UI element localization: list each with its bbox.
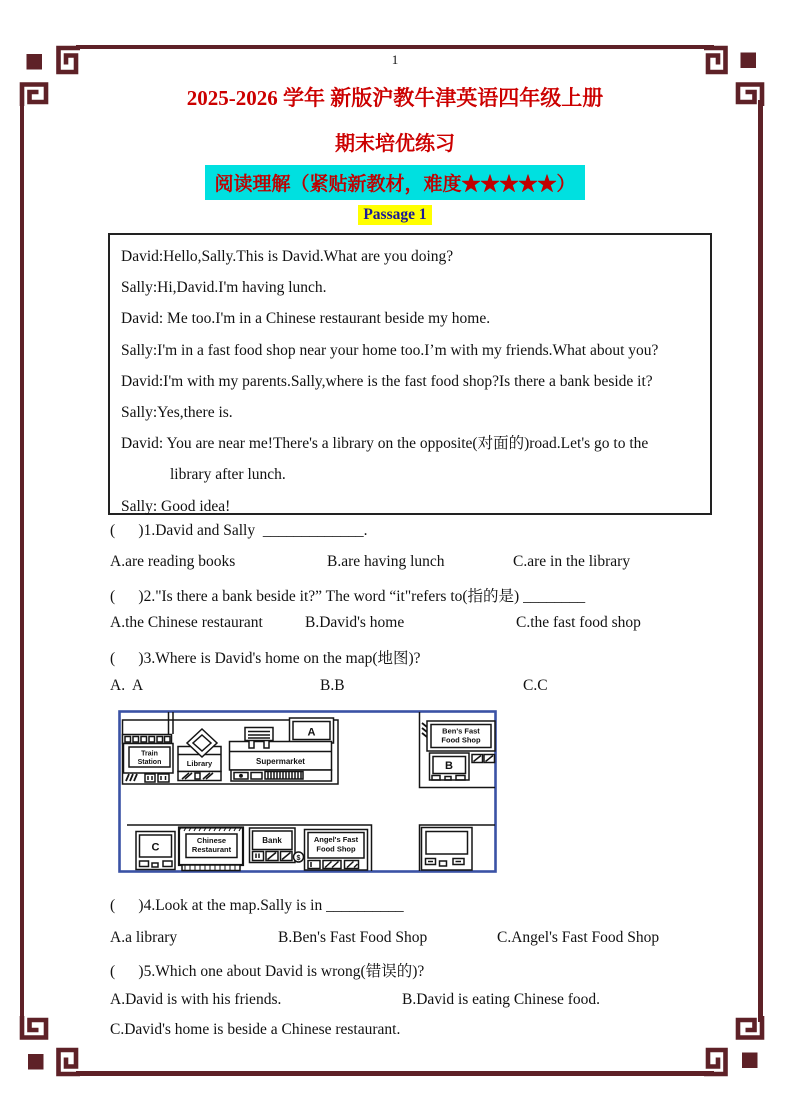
map-label-bank: Bank (262, 836, 282, 845)
map-label-angels-2: Food Shop (316, 844, 356, 854)
option-b: B.Ben's Fast Food Shop (278, 929, 428, 946)
map-label-library: Library (186, 759, 213, 768)
passage-line: Sally: Good idea! (121, 497, 231, 515)
map-figure (118, 710, 497, 873)
question-2-options (0, 614, 790, 636)
map-label-building-c: C (151, 841, 160, 854)
option-c: C.Angel's Fast Food Shop (497, 929, 660, 946)
passage-box (108, 233, 712, 515)
frame-top-line (76, 45, 714, 50)
option-a: A.a library (110, 929, 178, 946)
map-label-bens-2: Food Shop (441, 735, 481, 745)
map-label-chinese-1: Chinese (196, 836, 227, 845)
document-subtitle: 期末培优练习 (335, 133, 455, 155)
question-5-options (0, 991, 790, 1013)
passage-line: library after lunch. (170, 466, 286, 484)
option-c: C.the fast food shop (516, 614, 641, 631)
frame-bottom-line (76, 1071, 714, 1076)
option-c: C.David's home is beside a Chinese restaurant. (110, 1021, 401, 1038)
map-label-train: Train (141, 750, 158, 758)
section-banner: 阅读理解（紧贴新教材，难度★★★★★） (205, 165, 584, 200)
passage-line: Sally:Yes,there is. (121, 404, 233, 422)
option-a: A.David is with his friends. (110, 991, 282, 1008)
document-title: 2025-2026 学年 新版沪教牛津英语四年级上册 (186, 86, 604, 110)
passage-line: David: You are near me!There's a library on the opposite(对面的)road.Let's go to the (121, 435, 649, 453)
passage-label: Passage 1 (358, 205, 431, 225)
passage-line: David:Hello,Sally.This is David.What are you doing? (121, 248, 454, 265)
option-b: B.are having lunch (327, 553, 445, 570)
question-2-stem: ( )2."Is there a bank beside it?” The word “it"refers to(指的是) ________ (110, 588, 586, 605)
question-5-stem: ( )5.Which one about David is wrong(错误的)? (110, 963, 425, 980)
option-c: C.are in the library (513, 553, 631, 570)
question-3-options (0, 677, 790, 699)
option-a: A.are reading books (110, 553, 236, 570)
question-4-options (0, 929, 790, 951)
map-label-building-b: B (445, 760, 453, 772)
map-label-angels-1: Angel's Fast (313, 835, 359, 844)
passage-line: David: Me too.I'm in a Chinese restaurant beside my home. (121, 310, 491, 328)
page-number: 1 (391, 52, 399, 67)
question-1-stem: ( )1.David and Sally _____________. (110, 522, 368, 539)
passage-line: Sally:I'm in a fast food shop near your home too.I’m with my friends.What about you? (121, 341, 659, 359)
option-b: B.B (320, 677, 345, 694)
question-1-options (0, 553, 790, 575)
question-3-stem: ( )3.Where is David's home on the map(地图)? (110, 650, 421, 667)
passage-line: Sally:Hi,David.I'm having lunch. (121, 279, 327, 297)
option-b: B.David is eating Chinese food. (402, 991, 601, 1008)
option-a: A. A (110, 677, 144, 694)
option-c: C.C (523, 677, 548, 694)
option-b: B.David's home (305, 614, 405, 631)
map-label-chinese-2: Restaurant (191, 845, 232, 854)
question-4-stem: ( )4.Look at the map.Sally is in __________ (110, 897, 404, 914)
map-dollar-icon: $ (296, 854, 301, 862)
map-label-station: Station (137, 759, 162, 766)
map-label-bens-1: Ben's Fast (442, 726, 480, 736)
option-a: A.the Chinese restaurant (110, 614, 263, 631)
map-label-building-a: A (307, 726, 316, 739)
question-5-option-c-row (0, 1021, 790, 1043)
passage-line: David:I'm with my parents.Sally,where is the fast food shop?Is there a bank beside it? (121, 372, 653, 390)
map-label-supermarket: Supermarket (256, 757, 305, 766)
